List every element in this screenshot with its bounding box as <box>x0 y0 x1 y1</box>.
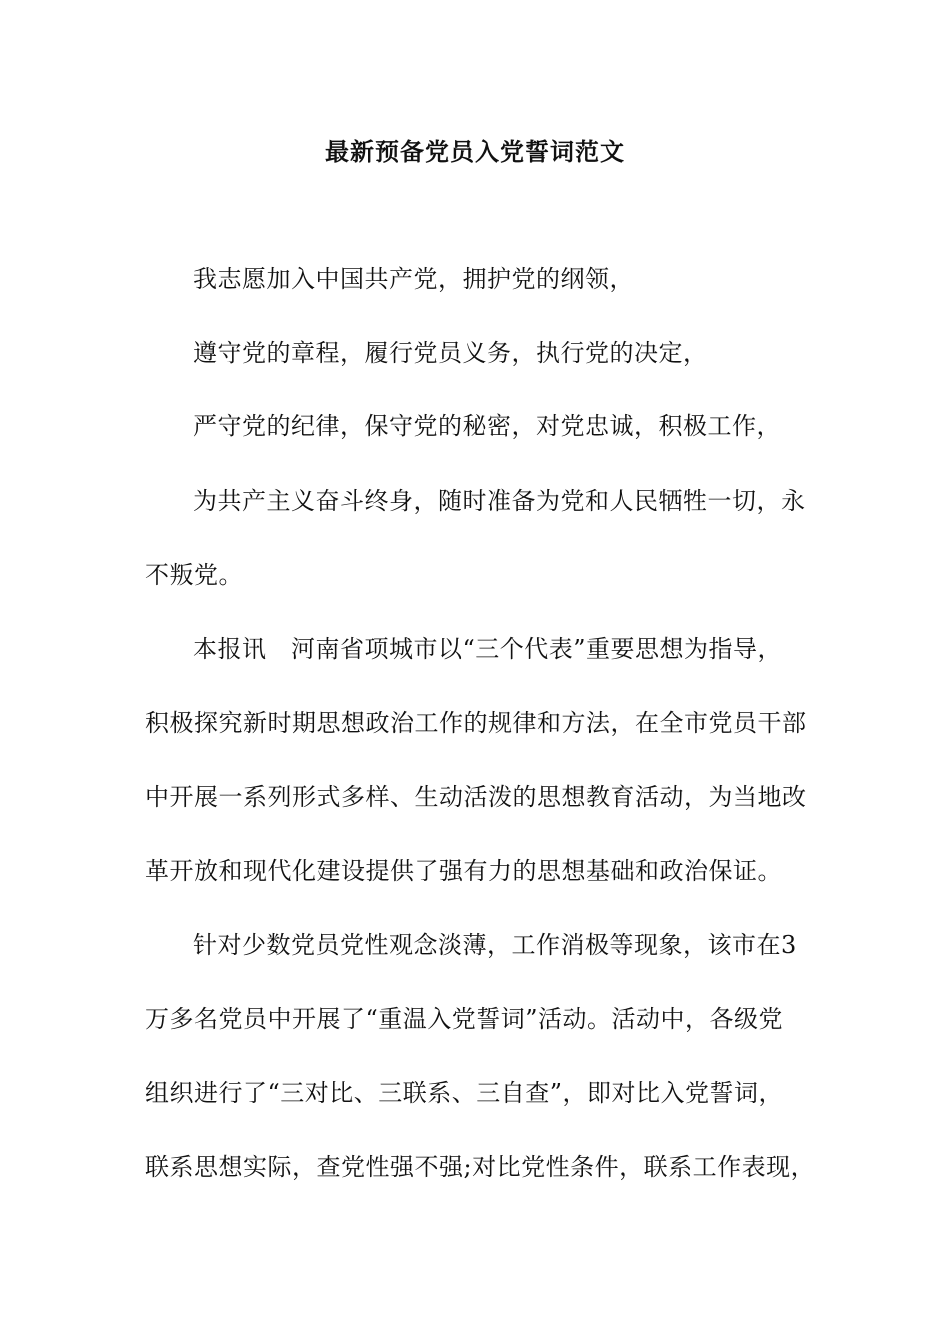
text-line-11: 万多名党员中开展了“重温入党誓词”活动。活动中，各级党 <box>145 1005 784 1033</box>
document-title: 最新预备党员入党誓词范文 <box>325 137 625 166</box>
text-line-1: 我志愿加入中国共产党，拥护党的纲领， <box>193 265 634 293</box>
text-line-8: 中开展一系列形式多样、生动活泼的思想教育活动，为当地改 <box>145 783 807 811</box>
text-line-10: 针对少数党员党性观念淡薄，工作消极等现象，该市在3 <box>193 931 797 959</box>
text-line-7: 积极探究新时期思想政治工作的规律和方法，在全市党员干部 <box>145 709 807 737</box>
text-line-4: 为共产主义奋斗终身，随时准备为党和人民牺牲一切，永 <box>193 487 806 515</box>
text-line-13: 联系思想实际，查党性强不强;对比党性条件，联系工作表现， <box>145 1153 816 1181</box>
text-line-2: 遵守党的章程，履行党员义务，执行党的决定， <box>193 339 708 367</box>
text-line-9: 革开放和现代化建设提供了强有力的思想基础和政治保证。 <box>145 857 782 885</box>
text-line-3: 严守党的纪律，保守党的秘密，对党忠诚，积极工作， <box>193 412 781 440</box>
text-line-12: 组织进行了“三对比、三联系、三自查”，即对比入党誓词， <box>145 1079 784 1107</box>
text-line-6: 本报讯 河南省项城市以“三个代表”重要思想为指导， <box>193 635 783 663</box>
text-line-5: 不叛党。 <box>145 561 243 589</box>
